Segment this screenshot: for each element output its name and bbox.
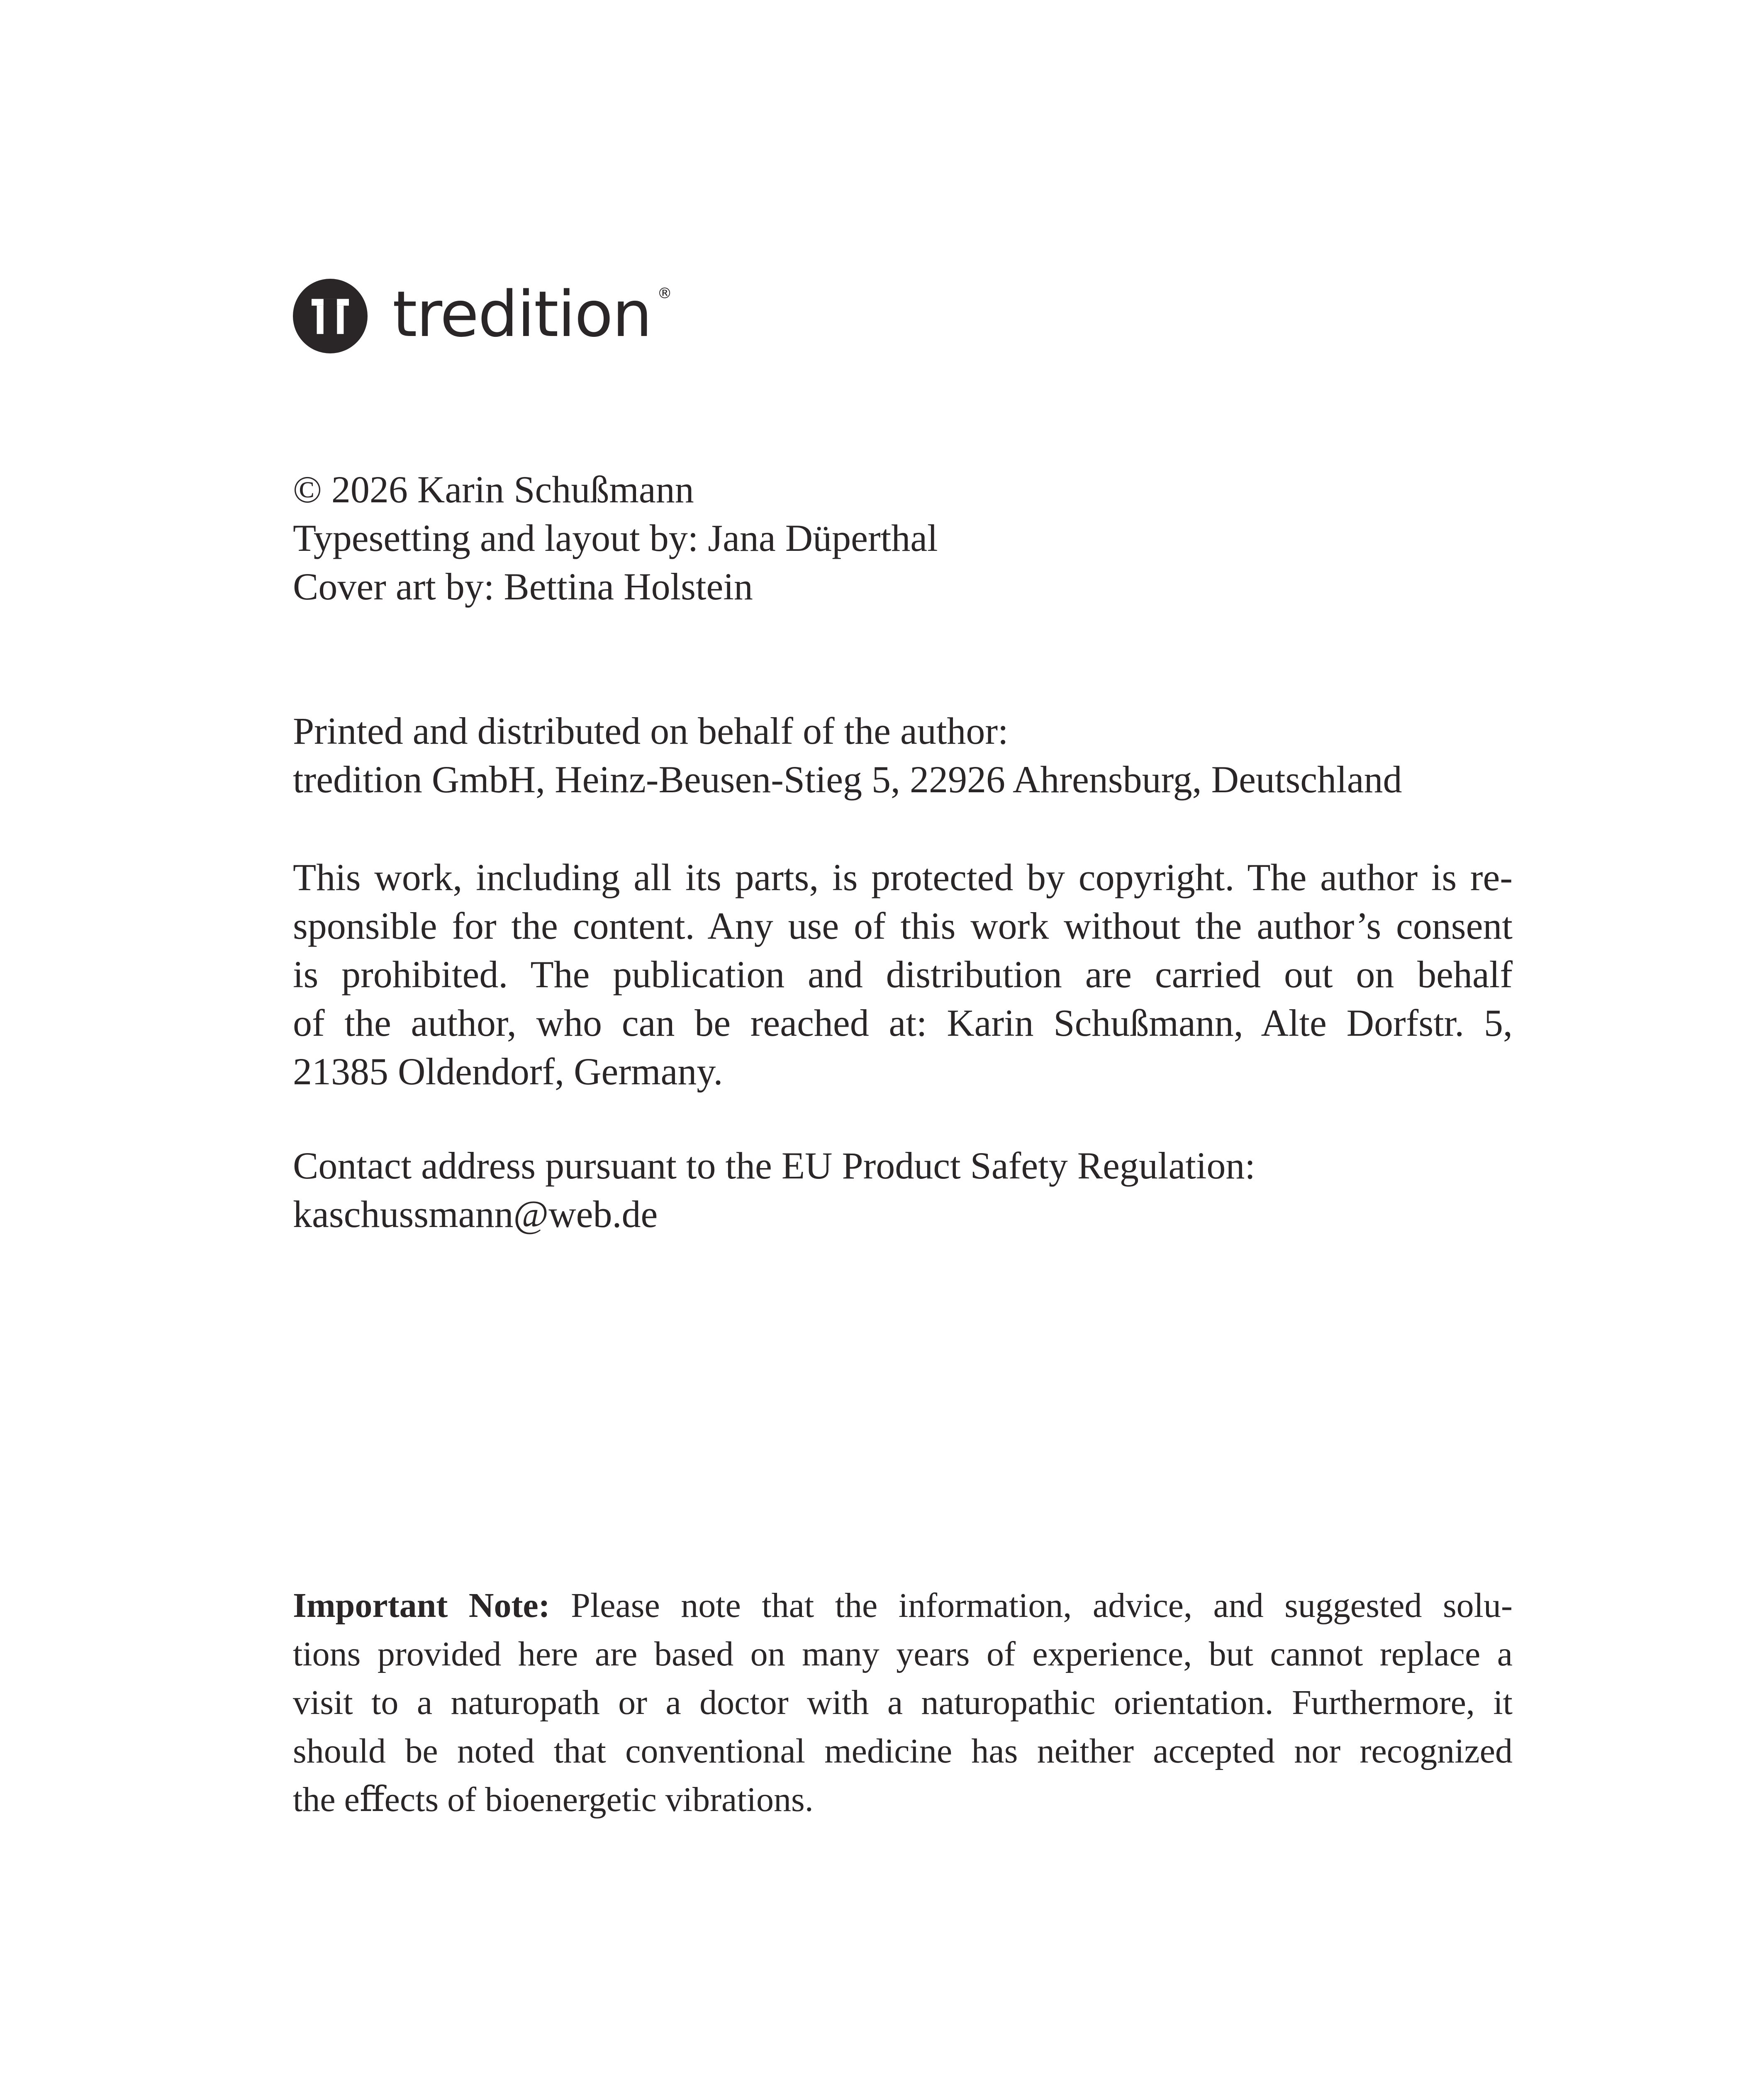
contact-block [293, 1142, 1513, 1239]
copyright-line: © 2026 Karin Schußmann [293, 468, 694, 511]
copyright-notice [293, 853, 1513, 1096]
note-first-line [293, 1581, 1513, 1630]
notice-line: of the author, who can be reached at: Karin Schußmann, Alte Dorfstr. 5, [293, 1002, 1513, 1044]
contact-line-1: Contact address pursuant to the EU Product Safety Regulation: [293, 1144, 1255, 1187]
notice-line: This work, including all its parts, is protected by copyright. The author is re- [293, 856, 1513, 898]
important-note [293, 1581, 1513, 1824]
logo-wordmark [392, 278, 672, 351]
logo-text: tredition [392, 278, 652, 351]
publisher-logo [293, 278, 672, 353]
note-line: visit to a naturopath or a doctor with a naturopathic orientation. Furthermore, it [293, 1683, 1513, 1722]
typesetting-line: Typesetting and layout by: Jana Düperthal [293, 517, 938, 559]
notice-line: 21385 Oldendorf, Germany. [293, 1050, 723, 1093]
cover-art-line: Cover art by: Bettina Holstein [293, 565, 753, 608]
tredition-logo-icon [293, 279, 368, 353]
printing-line-1: Printed and distributed on behalf of the author: [293, 710, 1009, 752]
notice-line: sponsible for the content. Any use of this work without the author’s consent [293, 905, 1513, 947]
printing-line-2: tredition GmbH, Heinz-Beusen-Stieg 5, 22926 Ahrensburg, Deutschland [293, 758, 1402, 801]
registered-mark: ® [657, 285, 672, 302]
note-line: should be noted that conventional medicine has neither accepted nor recognized [293, 1732, 1513, 1770]
printing-block [293, 707, 1513, 804]
note-first-line-text: Please note that the information, advice, and suggested solu- [550, 1586, 1513, 1625]
note-line: the eﬀects of bioenergetic vibrations. [293, 1780, 814, 1819]
contact-email: kaschussmann@web.de [293, 1193, 658, 1235]
note-line: tions provided here are based on many years of experience, but cannot replace a [293, 1635, 1513, 1673]
credits-block [293, 465, 1513, 611]
note-label: Important Note: [293, 1586, 550, 1625]
notice-line: is prohibited. The publication and distribution are carried out on behalf [293, 953, 1513, 996]
